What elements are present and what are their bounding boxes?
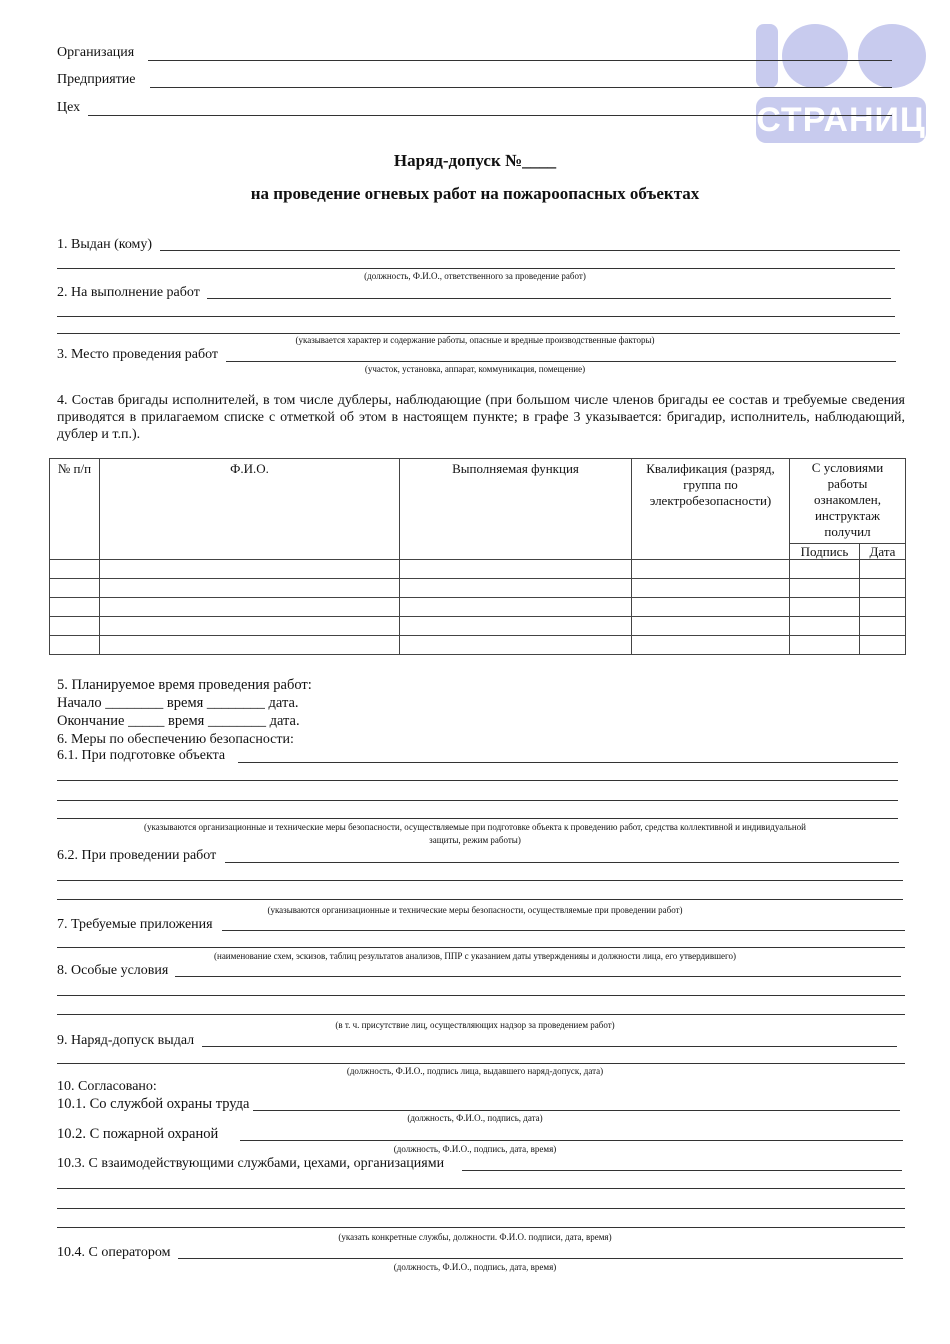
s2-field[interactable]	[207, 298, 891, 299]
s101-label: 10.1. Со службой охраны труда	[57, 1096, 250, 1112]
s62-field-2[interactable]	[57, 880, 903, 881]
s8-field-3[interactable]	[57, 1014, 905, 1015]
s103-field[interactable]	[462, 1170, 902, 1171]
th-num: № п/п	[50, 459, 100, 560]
shop-label: Цех	[57, 100, 81, 115]
s10-label: 10. Согласовано:	[57, 1079, 157, 1094]
s5-label: 5. Планируемое время проведения работ:	[57, 677, 312, 693]
s102-label: 10.2. С пожарной охраной	[57, 1126, 219, 1142]
doc-subtitle: на проведение огневых работ на пожароопасных объектах	[250, 184, 700, 203]
s8-field[interactable]	[175, 976, 901, 977]
s2-field-2[interactable]	[57, 316, 895, 317]
s61-label: 6.1. При подготовке объекта	[57, 748, 226, 763]
s6-label: 6. Меры по обеспечению безопасности:	[57, 732, 294, 747]
s7-caption: (наименование схем, эскизов, таблиц результатов анализов, ППР с указанием даты утвержденияы и должности лица, его утвердившего)	[214, 951, 736, 961]
s61-caption: (указываются организационные и технические меры безопасности, осуществляемые при подготовке объекта к проведению работ, средства коллективной и индивидуальной	[143, 822, 807, 832]
s103-field-3[interactable]	[57, 1208, 905, 1209]
s5-start: Начало ________ время ________ дата.	[57, 695, 299, 711]
s8-caption: (в т. ч. присутствие лиц, осуществляющих надзор за проведением работ)	[335, 1020, 615, 1030]
enterprise-label: Предприятие	[57, 72, 136, 87]
th-fio: Ф.И.О.	[100, 459, 400, 560]
logo-text: СТРАНИЦ	[756, 97, 926, 143]
org-field[interactable]	[148, 60, 892, 61]
th-sign: Подпись	[790, 543, 860, 559]
th-func: Выполняемая функция	[400, 459, 632, 560]
s1-label: 1. Выдан (кому)	[57, 237, 153, 252]
s2-caption: (указывается характер и содержание работы, опасные и вредные производственные факторы)	[295, 335, 655, 345]
s8-field-2[interactable]	[57, 995, 905, 996]
s61-field-4[interactable]	[57, 818, 898, 819]
th-qual: Квалификация (разряд, группа по электробезопасности)	[632, 459, 790, 560]
table-row	[50, 598, 906, 617]
s3-caption: (участок, установка, аппарат, коммуникация, помещение)	[364, 364, 586, 374]
s7-label: 7. Требуемые приложения	[57, 917, 213, 932]
s2-field-3[interactable]	[57, 333, 900, 334]
s1-caption: (должность, Ф.И.О., ответственного за проведение работ)	[364, 271, 586, 281]
s7-field[interactable]	[222, 930, 905, 931]
s103-field-4[interactable]	[57, 1227, 905, 1228]
s101-field[interactable]	[253, 1110, 900, 1111]
s62-label: 6.2. При проведении работ	[57, 848, 217, 863]
s8-label: 8. Особые условия	[57, 963, 169, 978]
s62-field-3[interactable]	[57, 899, 903, 900]
s3-label: 3. Место проведения работ	[57, 347, 219, 362]
s103-label: 10.3. С взаимодействующими службами, цехами, организациями	[57, 1156, 445, 1171]
s62-caption: (указываются организационные и технические меры безопасности, осуществляемые при проведении работ)	[267, 905, 683, 915]
s61-field[interactable]	[238, 762, 898, 763]
th-ack: С условиями работы ознакомлен, инструктаж получил	[790, 459, 906, 544]
s102-field[interactable]	[240, 1140, 903, 1141]
table-row	[50, 579, 906, 598]
th-date: Дата	[860, 543, 906, 559]
s1-field[interactable]	[160, 250, 900, 251]
enterprise-field[interactable]	[150, 87, 892, 88]
s2-label: 2. На выполнение работ	[57, 285, 200, 300]
s61-field-2[interactable]	[57, 780, 898, 781]
s9-caption: (должность, Ф.И.О., подпись лица, выдавшего наряд-допуск, дата)	[346, 1066, 604, 1076]
org-label: Организация	[57, 45, 135, 60]
s102-caption: (должность, Ф.И.О., подпись, дата, время)	[393, 1144, 557, 1154]
s7-field-2[interactable]	[57, 947, 905, 948]
s9-label: 9. Наряд-допуск выдал	[57, 1033, 195, 1048]
s5-end: Окончание _____ время ________ дата.	[57, 713, 300, 729]
s4-text: 4. Состав бригады исполнителей, в том числе дублеры, наблюдающие (при большом числе членов бригады ее состав и требуемые сведения приводятся в прилагаемом списке с отметкой об этом в настоящем пункте; в графе 3 указывается: бригадир, исполнитель, наблюдающий, дублер и т.п.).	[57, 393, 905, 442]
s1-field-2[interactable]	[57, 268, 895, 269]
shop-field[interactable]	[88, 115, 892, 116]
s9-field[interactable]	[202, 1046, 897, 1047]
s103-caption: (указать конкретные службы, должности. Ф.И.О. подписи, дата, время)	[338, 1232, 612, 1242]
s61-field-3[interactable]	[57, 800, 898, 801]
table-row	[50, 636, 906, 655]
s3-field[interactable]	[226, 361, 896, 362]
s101-caption: (должность, Ф.И.О., подпись, дата)	[407, 1113, 543, 1123]
table-row	[50, 617, 906, 636]
s103-field-2[interactable]	[57, 1188, 905, 1189]
s104-field[interactable]	[178, 1258, 903, 1259]
s9-field-2[interactable]	[57, 1063, 905, 1064]
s104-label: 10.4. С оператором	[57, 1245, 171, 1260]
s61-caption-2: защиты, режим работы)	[429, 835, 521, 845]
table-row	[50, 560, 906, 579]
brigade-table	[49, 458, 906, 655]
s62-field[interactable]	[225, 862, 899, 863]
s104-caption: (должность, Ф.И.О., подпись, дата, время)	[393, 1262, 557, 1272]
doc-title: Наряд-допуск №____	[393, 151, 557, 170]
